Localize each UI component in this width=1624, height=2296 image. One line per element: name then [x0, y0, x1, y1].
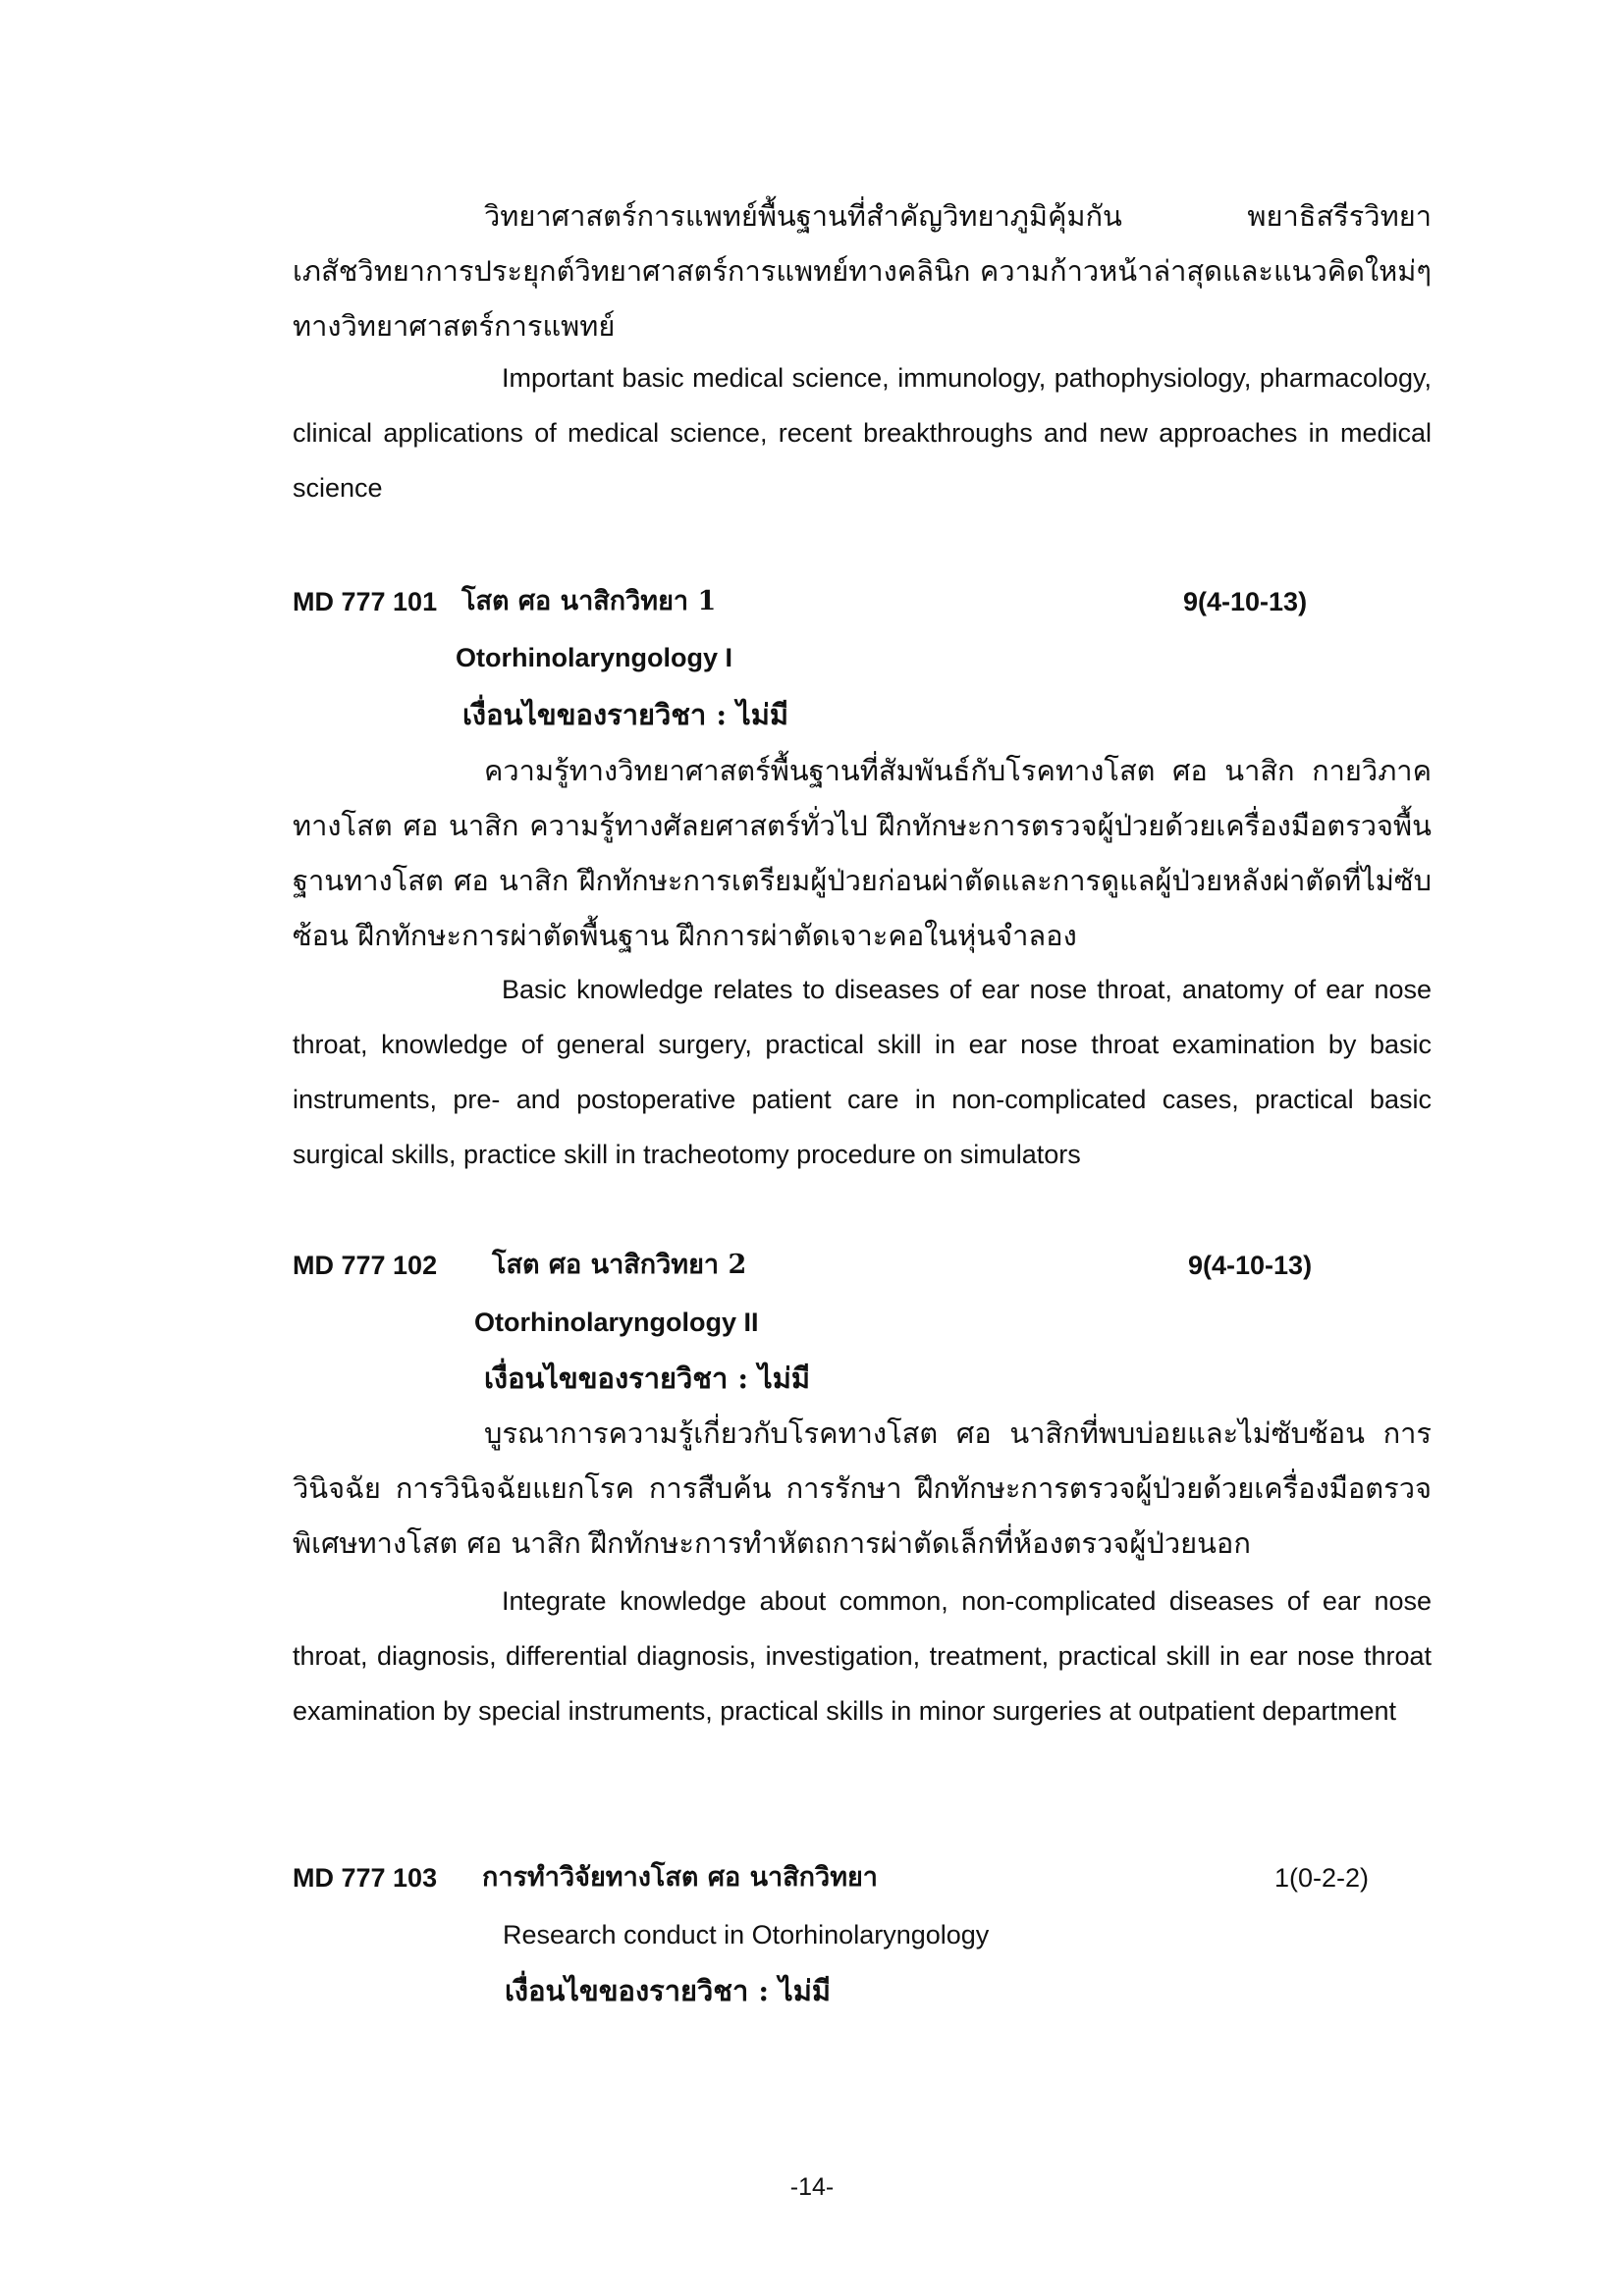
page-number: -14-	[789, 2173, 835, 2201]
course-code: MD 777 103	[293, 1863, 438, 1893]
course-description-thai: บูรณาการความรู้เกี่ยวกับโรคทางโสต ศอ นาสิกที่พบบ่อยและไม่ซับซ้อน การวินิจฉัย การวินิจฉัยแยกโรค การสืบค้น การรักษา ฝึกทักษะการตรวจผู้ป่วยด้วยเครื่องมือตรวจพิเศษทางโสต ศอ นาสิก ฝึกทักษะการทำหัตถการผ่าตัดเล็กที่ห้องตรวจผู้ป่วยนอก	[293, 1416, 1432, 1560]
course-description-english: Basic knowledge relates to diseases of ear nose throat, anatomy of ear nose throat, knowledge of general surgery, practical skill in ear nose throat examination by basic instruments, pre- and postoperative patient care in non-complicated cases, practical basic surgical skills, practice skill in tracheotomy procedure on simulators	[293, 975, 1432, 1169]
course-description-english: Integrate knowledge about common, non-complicated diseases of ear nose throat, diagnosis, differential diagnosis, investigation, treatment, practical skill in ear nose throat examination by special instruments, practical skills in minor surgeries at outpatient department	[293, 1586, 1432, 1726]
course-condition: เงื่อนไขของรายวิชา : ไม่มี	[505, 1974, 831, 2007]
course-title-thai: โสต ศอ นาสิกวิทยา 2	[492, 1250, 747, 1280]
course-condition: เงื่อนไขของรายวิชา : ไม่มี	[484, 1362, 810, 1395]
course-code: MD 777 101	[293, 587, 438, 616]
course-credit: 9(4-10-13)	[1188, 1251, 1313, 1280]
course-code: MD 777 102	[293, 1251, 438, 1280]
course-condition: เงื่อนไขของรายวิชา : ไม่มี	[462, 698, 788, 731]
intro-thai-paragraph: วิทยาศาสตร์การแพทย์พื้นฐานที่สำคัญวิทยาภูมิคุ้มกัน พยาธิสรีรวิทยา เภสัชวิทยาการประยุกต์วิทยาศาสตร์การแพทย์ทางคลินิก ความก้าวหน้าล่าสุดและแนวคิดใหม่ๆ ทางวิทยาศาสตร์การแพทย์	[293, 199, 1432, 343]
course-title-english: Research conduct in Otorhinolaryngology	[503, 1920, 990, 1949]
course-credit: 9(4-10-13)	[1183, 587, 1308, 616]
course-heading	[293, 1238, 1432, 1293]
course-title-thai: โสต ศอ นาสิกวิทยา 1	[461, 586, 717, 616]
intro-english-paragraph: Important basic medical science, immunology, pathophysiology, pharmacology, clinical applications of medical science, recent breakthroughs and new approaches in medical science	[293, 363, 1432, 503]
course-title-english: Otorhinolaryngology II	[474, 1308, 759, 1337]
course-title-english: Otorhinolaryngology I	[456, 643, 732, 672]
course-title-thai: การทำวิจัยทางโสต ศอ นาสิกวิทยา	[482, 1862, 878, 1893]
course-credit: 1(0-2-2)	[1274, 1863, 1370, 1893]
course-heading	[293, 574, 1432, 629]
course-heading	[293, 1850, 1432, 1905]
course-description-thai: ความรู้ทางวิทยาศาสตร์พื้นฐานที่สัมพันธ์กับโรคทางโสต ศอ นาสิก กายวิภาคทางโสต ศอ นาสิก ความรู้ทางศัลยศาสตร์ทั่วไป ฝึกทักษะการตรวจผู้ป่วยด้วยเครื่องมือตรวจพื้นฐานทางโสต ศอ นาสิก ฝึกทักษะการเตรียมผู้ป่วยก่อนผ่าตัดและการดูแลผู้ป่วยหลังผ่าตัดที่ไม่ซับซ้อน ฝึกทักษะการผ่าตัดพื้นฐาน ฝึกการผ่าตัดเจาะคอในหุ่นจำลอง	[293, 754, 1432, 952]
